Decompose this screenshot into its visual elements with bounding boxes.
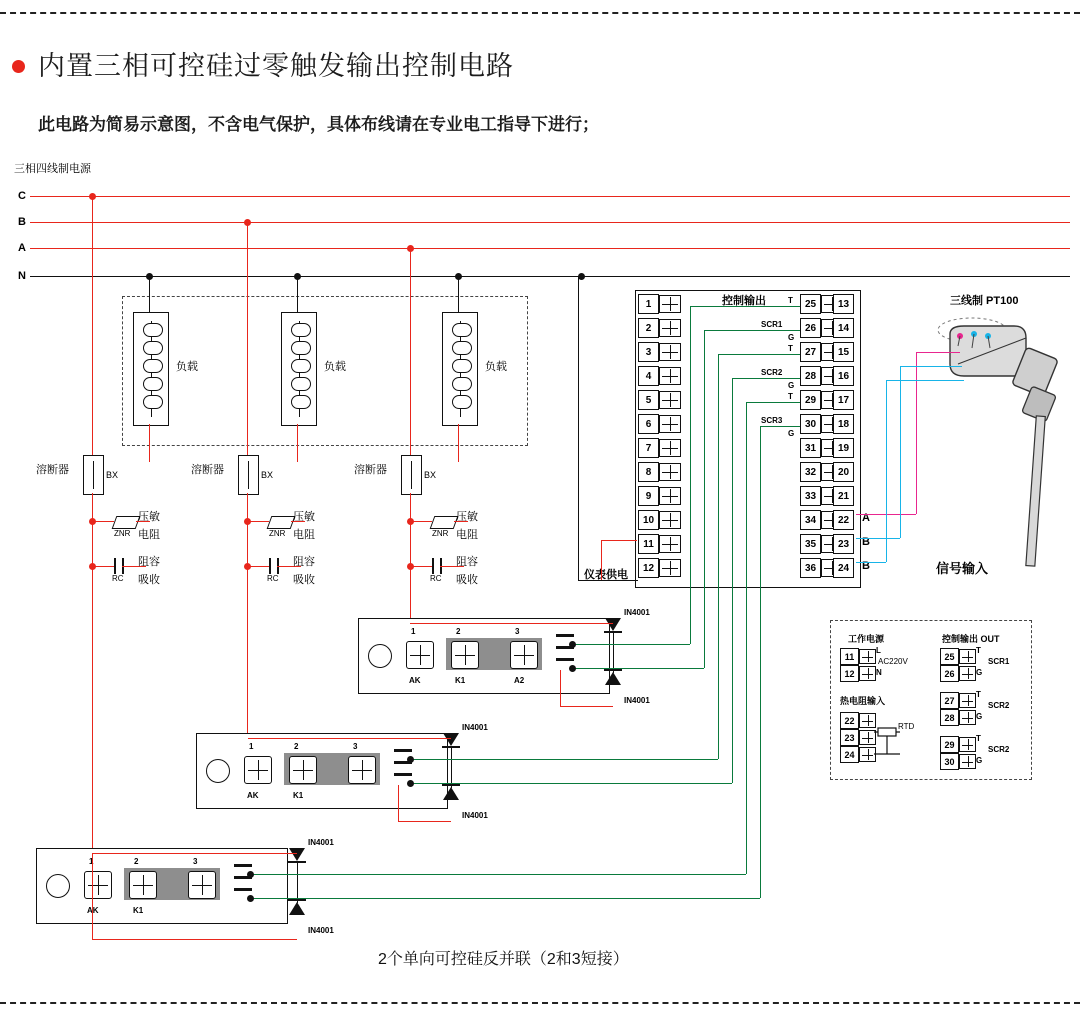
varistor-2-tag: ZNR <box>269 529 286 538</box>
fuse-2-label: 溶断器 <box>191 464 224 476</box>
load-3-coil <box>460 321 461 417</box>
ssr1-green-1 <box>572 644 690 645</box>
tag-G-3: G <box>788 429 795 438</box>
legend-num-24: 24 <box>840 746 859 763</box>
legend-row-23[interactable] <box>840 729 876 746</box>
terminal-num-21[interactable]: 21 <box>833 486 854 506</box>
load-2-coil <box>299 321 300 417</box>
ssr1-green-1-v <box>690 306 691 644</box>
pt100-label: 三线制 PT100 <box>950 295 1019 307</box>
ssr3-pad-1[interactable] <box>84 871 112 899</box>
ssr3-diode-link <box>297 861 298 903</box>
tag-T-1: T <box>788 296 793 305</box>
page-subtitle: 此电路为简易示意图，不含电气保护，具体布线请在专业电工指导下进行； <box>38 115 599 134</box>
terminal-num-8[interactable]: 8 <box>638 462 659 482</box>
ssr1-label-a2: A2 <box>514 676 525 685</box>
legend-work-power-title: 工作电源 <box>848 634 885 644</box>
ssr2-red-in <box>248 738 451 739</box>
branch1-lower-wire <box>92 493 93 848</box>
phase-label-n: N <box>18 270 26 282</box>
legend-row-22[interactable] <box>840 712 876 729</box>
ssr2-diode-top-icon <box>443 733 459 746</box>
terminal-num-17[interactable]: 17 <box>833 390 854 410</box>
pt100-wire-a-top <box>916 352 960 353</box>
legend-tag-L: L <box>876 646 881 655</box>
ssr1-green-2-v <box>704 330 705 668</box>
terminal-num-19[interactable]: 19 <box>833 438 854 458</box>
ssr3-pad-2[interactable] <box>129 871 157 899</box>
terminal-num-25[interactable]: 25 <box>800 294 821 314</box>
ssr2-pin-2: 2 <box>294 742 299 751</box>
snubber-2-tag: RC <box>267 574 279 583</box>
terminal-screw-5[interactable] <box>659 391 681 409</box>
ssr3-diode-bottom-label: IN4001 <box>308 926 334 935</box>
tag-SCR3: SCR3 <box>761 416 783 425</box>
branch3-rc-wire-l <box>410 566 432 567</box>
ssr1-fin-3 <box>556 658 574 661</box>
ssr1-diode-top-icon <box>605 618 621 631</box>
fuse-2-type: BX <box>261 470 274 480</box>
pt100-wire-b2-h <box>856 562 886 563</box>
node-n4 <box>578 273 585 280</box>
ssr2-pin-1: 1 <box>249 742 254 751</box>
snubber-1-label-1: 阻容 <box>138 556 160 568</box>
branch3-lower-wire <box>410 493 411 623</box>
branch2-rc-wire-l <box>247 566 269 567</box>
rtd-tag-a: A <box>862 512 870 524</box>
terminal-num-29[interactable]: 29 <box>800 390 821 410</box>
branch2-znr-wire-l <box>247 521 269 522</box>
legend-screw-30 <box>959 754 976 769</box>
ssr3-pin-3: 3 <box>193 857 198 866</box>
ssr3-diode-bottom-icon <box>289 902 305 915</box>
bus-line-a <box>30 248 1070 249</box>
ssr3-diode-top-icon <box>289 848 305 861</box>
ssr3-pin-1: 1 <box>89 857 94 866</box>
terminal-screw-2[interactable] <box>659 319 681 337</box>
legend-screw-26 <box>959 666 976 681</box>
legend-screw-28 <box>959 710 976 725</box>
ssr3-green-2 <box>250 898 760 899</box>
snubber-3-label-1: 阻容 <box>456 556 478 568</box>
snubber-2-label-1: 阻容 <box>293 556 315 568</box>
ssr1-diode-top-label: IN4001 <box>624 608 650 617</box>
varistor-3 <box>430 516 459 529</box>
ssr1-label-ak: AK <box>409 676 421 685</box>
load1-bottom-wire <box>149 424 150 462</box>
terminal-screw-6[interactable] <box>659 415 681 433</box>
terminal-screw-3[interactable] <box>659 343 681 361</box>
legend-out-T-2: T <box>976 690 981 699</box>
diagram-caption: 2个单向可控硅反并联（2和3短接） <box>378 951 629 968</box>
terminal-num-2[interactable]: 2 <box>638 318 659 338</box>
legend-rtd-title: 热电阻输入 <box>840 696 886 706</box>
terminal-num-15[interactable]: 15 <box>833 342 854 362</box>
ssr2-fin-3 <box>394 773 412 776</box>
branch1-znr-wire-l <box>92 521 114 522</box>
ssr3-green-node-2 <box>247 895 254 902</box>
page-title: 内置三相可控硅过零触发输出控制电路 <box>38 51 514 81</box>
varistor-2 <box>267 516 296 529</box>
ssr2-fin-1 <box>394 749 412 752</box>
ssr2-diode-top-label: IN4001 <box>462 723 488 732</box>
snubber-1-tag: RC <box>112 574 124 583</box>
branch3-main-wire <box>410 248 411 458</box>
legend-num-11: 11 <box>840 648 859 665</box>
ssr1-red-out <box>560 706 613 707</box>
fuse-2 <box>238 455 259 495</box>
legend-num-25: 25 <box>940 648 959 665</box>
instr-power-wire-h11 <box>601 540 637 541</box>
ssr2-label-ak: AK <box>247 791 259 800</box>
terminal-num-18[interactable]: 18 <box>833 414 854 434</box>
legend-screw-29 <box>959 737 976 752</box>
terminal-screw-10[interactable] <box>659 511 681 529</box>
ssr1-pin-1: 1 <box>411 627 416 636</box>
terminal-num-10[interactable]: 10 <box>638 510 659 530</box>
legend-rtd-tag: RTD <box>898 722 915 731</box>
ssr3-mount-hole <box>46 874 70 898</box>
legend-out-T-3: T <box>976 734 981 743</box>
terminal-num-33[interactable]: 33 <box>800 486 821 506</box>
ssr1-pad-2[interactable] <box>451 641 479 669</box>
instrument-power-label: 仪表供电 <box>584 569 628 581</box>
varistor-3-label-2: 电阻 <box>456 529 478 541</box>
control-output-label: 控制输出 <box>722 295 766 307</box>
ssr2-red-out <box>398 821 451 822</box>
terminal-num-20[interactable]: 20 <box>833 462 854 482</box>
instr-power-wire-v <box>601 540 602 580</box>
ssr3-green-1-h <box>746 402 800 403</box>
ssr3-label-ak: AK <box>87 906 99 915</box>
phase-label-a: A <box>18 242 26 254</box>
ssr1-pin-3: 3 <box>515 627 520 636</box>
tag-SCR2: SCR2 <box>761 368 783 377</box>
ssr1-diode-bottom-icon <box>605 672 621 685</box>
tag-T-2: T <box>788 344 793 353</box>
legend-row-12[interactable] <box>840 665 876 682</box>
terminal-screw-4[interactable] <box>659 367 681 385</box>
terminal-screw-9[interactable] <box>659 487 681 505</box>
ssr1-diode-link <box>613 631 614 673</box>
terminal-screw-12[interactable] <box>659 559 681 577</box>
legend-screw-27 <box>959 693 976 708</box>
load3-bottom-wire <box>458 424 459 462</box>
ssr2-green-1-h <box>718 354 800 355</box>
legend-num-26: 26 <box>940 665 959 682</box>
ssr3-red-in <box>92 853 297 854</box>
ssr3-green-node-1 <box>247 871 254 878</box>
bullet-icon <box>12 60 25 73</box>
pt100-wire-b1-top <box>900 366 962 367</box>
signal-input-label: 信号输入 <box>936 561 989 576</box>
ssr3-red-in-v <box>92 853 93 939</box>
terminal-num-5[interactable]: 5 <box>638 390 659 410</box>
legend-screw-25 <box>959 649 976 664</box>
ssr3-green-1-v <box>746 402 747 874</box>
ssr2-pad-2[interactable] <box>289 756 317 784</box>
power-source-label: 三相四线制电源 <box>14 163 91 175</box>
rtd-tag-b2: B <box>862 560 870 572</box>
fuse-1-label: 溶断器 <box>36 464 69 476</box>
branch2-lower-wire <box>247 493 248 733</box>
branch1-rc-wire-l <box>92 566 114 567</box>
ssr2-red-out-v <box>398 785 399 821</box>
pt100-wire-a-v <box>916 352 917 514</box>
load-3-label: 负载 <box>485 361 507 373</box>
ssr3-fin-1 <box>234 864 252 867</box>
snubber-1-label-2: 吸收 <box>138 574 160 586</box>
ssr1-fin-1 <box>556 634 574 637</box>
terminal-screw-8[interactable] <box>659 463 681 481</box>
ssr3-label-k1: K1 <box>133 906 144 915</box>
phase-label-b: B <box>18 216 26 228</box>
ssr2-green-2-v <box>732 378 733 783</box>
fuse-3 <box>401 455 422 495</box>
ssr1-green-2 <box>572 668 704 669</box>
legend-row-30[interactable] <box>940 753 976 770</box>
terminal-num-7[interactable]: 7 <box>638 438 659 458</box>
ssr1-green-1-h <box>690 306 800 307</box>
load-2-label: 负载 <box>324 361 346 373</box>
varistor-1-tag: ZNR <box>114 529 131 538</box>
varistor-2-label-2: 电阻 <box>293 529 315 541</box>
legend-row-28[interactable] <box>940 709 976 726</box>
terminal-num-3[interactable]: 3 <box>638 342 659 362</box>
load-2 <box>281 312 317 426</box>
varistor-3-label-1: 压敏 <box>456 511 478 523</box>
legend-out-scr3: SCR2 <box>988 745 1010 754</box>
fuse-3-type: BX <box>424 470 437 480</box>
snubber-3-tag: RC <box>430 574 442 583</box>
ssr2-pad-1[interactable] <box>244 756 272 784</box>
instr-power-wire-h12 <box>578 580 638 581</box>
terminal-num-31[interactable]: 31 <box>800 438 821 458</box>
ssr2-pad-3[interactable] <box>348 756 376 784</box>
legend-row-29[interactable] <box>940 736 976 753</box>
terminal-num-36[interactable]: 36 <box>800 558 821 578</box>
load1-top-wire <box>149 276 150 312</box>
ssr1-green-2-h <box>704 330 800 331</box>
legend-out-scr2: SCR2 <box>988 701 1010 710</box>
snubber-3-label-2: 吸收 <box>456 574 478 586</box>
tag-SCR1: SCR1 <box>761 320 783 329</box>
legend-out-T-1: T <box>976 646 981 655</box>
terminal-screw-11[interactable] <box>659 535 681 553</box>
ssr1-green-node-2 <box>569 665 576 672</box>
ssr1-mount-hole <box>368 644 392 668</box>
ssr3-fin-3 <box>234 888 252 891</box>
ssr3-green-2-v <box>760 426 761 898</box>
terminal-num-11[interactable]: 11 <box>638 534 659 554</box>
terminal-num-30[interactable]: 30 <box>800 414 821 434</box>
legend-num-29: 29 <box>940 736 959 753</box>
legend-num-22: 22 <box>840 712 859 729</box>
varistor-3-tag: ZNR <box>432 529 449 538</box>
terminal-screw-1[interactable] <box>659 295 681 313</box>
ssr2-green-1 <box>410 759 718 760</box>
ssr1-pin-2: 2 <box>456 627 461 636</box>
terminal-num-35[interactable]: 35 <box>800 534 821 554</box>
top-divider <box>0 12 1080 14</box>
varistor-1 <box>112 516 141 529</box>
bus-line-n <box>30 276 1070 277</box>
varistor-1-label-2: 电阻 <box>138 529 160 541</box>
rtd-tag-b1: B <box>862 536 870 548</box>
ssr1-red-out-v <box>560 670 561 706</box>
bottom-divider <box>0 1002 1080 1004</box>
pt100-wire-b1-v <box>900 366 901 538</box>
legend-out-G-2: G <box>976 712 983 721</box>
legend-out-G-3: G <box>976 756 983 765</box>
legend-num-30: 30 <box>940 753 959 770</box>
ssr2-green-node-1 <box>407 756 414 763</box>
legend-row-11[interactable] <box>840 648 876 665</box>
ssr1-label-k1: K1 <box>455 676 466 685</box>
terminal-num-32[interactable]: 32 <box>800 462 821 482</box>
load-1-coil <box>151 321 152 417</box>
terminal-num-28[interactable]: 28 <box>800 366 821 386</box>
legend-row-24[interactable] <box>840 746 876 763</box>
legend-screw-12 <box>859 666 876 681</box>
ssr2-pin-3: 3 <box>353 742 358 751</box>
terminal-num-13[interactable]: 13 <box>833 294 854 314</box>
fuse-1-type: BX <box>106 470 119 480</box>
ssr2-diode-bottom-icon <box>443 787 459 800</box>
ssr1-pad-3[interactable] <box>510 641 538 669</box>
fuse-3-label: 溶断器 <box>354 464 387 476</box>
ssr1-green-node-1 <box>569 641 576 648</box>
terminal-num-27[interactable]: 27 <box>800 342 821 362</box>
load2-top-wire <box>297 276 298 312</box>
terminal-num-16[interactable]: 16 <box>833 366 854 386</box>
legend-out-G-1: G <box>976 668 983 677</box>
pt100-sensor-graphic <box>930 312 1080 587</box>
terminal-num-26[interactable]: 26 <box>800 318 821 338</box>
terminal-num-23[interactable]: 23 <box>833 534 854 554</box>
legend-ac-label: AC220V <box>878 657 908 666</box>
legend-out-scr1: SCR1 <box>988 657 1010 666</box>
terminal-num-9[interactable]: 9 <box>638 486 659 506</box>
varistor-1-label-1: 压敏 <box>138 511 160 523</box>
legend-num-27: 27 <box>940 692 959 709</box>
ssr3-red-out <box>92 939 297 940</box>
terminal-num-22[interactable]: 22 <box>833 510 854 530</box>
ssr1-diode-bottom-label: IN4001 <box>624 696 650 705</box>
terminal-screw-7[interactable] <box>659 439 681 457</box>
tag-G-2: G <box>788 381 795 390</box>
ssr2-label-k1: K1 <box>293 791 304 800</box>
terminal-num-24[interactable]: 24 <box>833 558 854 578</box>
ssr3-green-2-h <box>760 426 800 427</box>
fuse-1 <box>83 455 104 495</box>
ssr1-pad-1[interactable] <box>406 641 434 669</box>
terminal-num-34[interactable]: 34 <box>800 510 821 530</box>
terminal-num-4[interactable]: 4 <box>638 366 659 386</box>
bus-line-c <box>30 196 1070 197</box>
varistor-2-label-1: 压敏 <box>293 511 315 523</box>
legend-num-12: 12 <box>840 665 859 682</box>
pt100-wire-b1-h <box>856 538 900 539</box>
branch2-main-wire <box>247 222 248 458</box>
ssr3-green-1 <box>250 874 746 875</box>
rtd-symbol-icon <box>874 714 900 758</box>
legend-num-28: 28 <box>940 709 959 726</box>
terminal-num-1[interactable]: 1 <box>638 294 659 314</box>
terminal-num-6[interactable]: 6 <box>638 414 659 434</box>
ssr3-pad-3[interactable] <box>188 871 216 899</box>
terminal-num-14[interactable]: 14 <box>833 318 854 338</box>
legend-out-title: 控制输出 OUT <box>942 634 1000 644</box>
legend-row-27[interactable] <box>940 692 976 709</box>
instr-power-neutral <box>578 276 579 580</box>
legend-screw-11 <box>859 649 876 664</box>
load-1-label: 负载 <box>176 361 198 373</box>
ssr2-green-2-h <box>732 378 800 379</box>
load-3 <box>442 312 478 426</box>
load3-top-wire <box>458 276 459 312</box>
ssr2-green-1-v <box>718 354 719 759</box>
legend-row-25[interactable] <box>940 648 976 665</box>
phase-label-c: C <box>18 190 26 202</box>
snubber-2-label-2: 吸收 <box>293 574 315 586</box>
ssr2-green-2 <box>410 783 732 784</box>
terminal-num-12[interactable]: 12 <box>638 558 659 578</box>
tag-T-3: T <box>788 392 793 401</box>
ssr3-diode-top-label: IN4001 <box>308 838 334 847</box>
ssr3-pin-2: 2 <box>134 857 139 866</box>
ssr2-mount-hole <box>206 759 230 783</box>
ssr2-diode-link <box>451 746 452 788</box>
tag-G-1: G <box>788 333 795 342</box>
load2-bottom-wire <box>297 424 298 462</box>
ssr2-green-node-2 <box>407 780 414 787</box>
legend-row-26[interactable] <box>940 665 976 682</box>
branch3-znr-wire-l <box>410 521 432 522</box>
ssr2-diode-bottom-label: IN4001 <box>462 811 488 820</box>
legend-tag-N: N <box>876 668 882 677</box>
legend-num-23: 23 <box>840 729 859 746</box>
bus-line-b <box>30 222 1070 223</box>
branch1-main-wire <box>92 196 93 458</box>
ssr1-red-in <box>410 623 613 624</box>
pt100-wire-b2-v <box>886 380 887 562</box>
pt100-wire-b2-top <box>886 380 964 381</box>
load-1 <box>133 312 169 426</box>
